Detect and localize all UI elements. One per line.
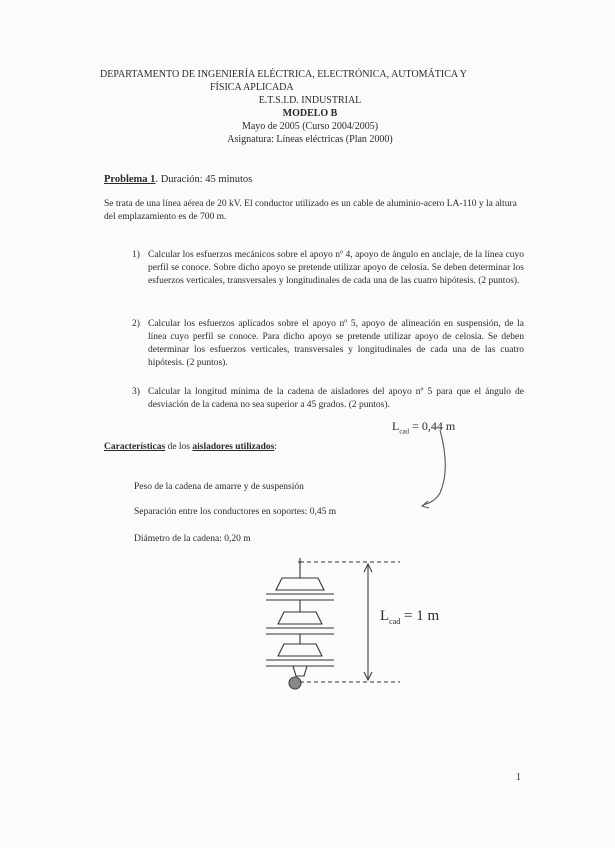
formula-subscript: cad (399, 427, 410, 436)
header-department: DEPARTAMENTO DE INGENIERÍA ELÉCTRICA, ELECTRÓNICA, AUTOMÁTICA Y (100, 69, 467, 80)
insulator-chain-drawing (266, 558, 334, 689)
formula-subscript: cad (389, 617, 401, 626)
header-date: Mayo de 2005 (Curso 2004/2005) (241, 121, 379, 132)
page-number: 1 (516, 772, 521, 783)
question-number: 2) (132, 319, 140, 329)
question-text: Calcular los esfuerzos mecánicos sobre el apoyo nº 4, apoyo de ángulo en anclaje, de la línea cuyo perfil se conoce. Sobre dicho apoyo se pretende utilizar apoyo de celosía. Se deben determinar los esfuerzos verticales, transversales y longitudinales de cada una de las cuatro hipótesis. (2 puntos). (148, 250, 524, 286)
formula-base: L (392, 419, 400, 433)
question-number: 3) (132, 387, 140, 397)
characteristics-colon: : (274, 442, 277, 452)
characteristic-item: Peso de la cadena de amarre y de suspensión (134, 482, 304, 492)
header-department-cont: FÍSICA APLICADA (210, 82, 294, 93)
question-text: Calcular la longitud mínima de la cadena de aisladores del apoyo nº 5 para que el ángulo de desviación de la cadena no sea superior a 45 grados. (2 puntos). (148, 387, 524, 410)
conductor-icon (289, 677, 301, 689)
characteristic-item: Separación entre los conductores en soportes: 0,45 m (134, 507, 337, 517)
characteristics-underlined: aisladores utilizados (192, 442, 275, 452)
problem-duration: . Duración: 45 minutos (155, 174, 253, 185)
header-model: MODELO B (282, 108, 338, 119)
header-subject: Asignatura: Líneas eléctricas (Plan 2000) (227, 134, 393, 145)
characteristics-label: Características (104, 442, 166, 452)
question-number: 1) (132, 250, 140, 260)
characteristics-connector: de los (165, 442, 193, 452)
formula-value: = 1 m (400, 608, 440, 624)
header-school: E.T.S.I.D. INDUSTRIAL (258, 95, 362, 106)
problem-statement: Se trata de una línea aérea de 20 kV. El conductor utilizado es un cable de aluminio-acero LA-110 y la altura del emplazamiento es de 700 m. (104, 199, 517, 222)
formula-value: = 0,44 m (409, 419, 456, 433)
handwritten-arrow (423, 430, 445, 505)
chain-length-dimension (300, 562, 400, 682)
formula-base: L (380, 608, 390, 624)
characteristic-item: Diámetro de la cadena: 0,20 m (134, 534, 251, 544)
problem-label: Problema 1 (104, 174, 156, 185)
question-text: Calcular los esfuerzos aplicados sobre el apoyo nº 5, apoyo de alineación en suspensión, de la línea cuyo perfil se conoce. Para dicho apoyo se pretende utilizar apoyo de celosía. Se deben determinar los esfuerzos verticales, transversales y longitudinales de cada una de las cuatro hipótesis. (2 puntos). (148, 319, 524, 368)
